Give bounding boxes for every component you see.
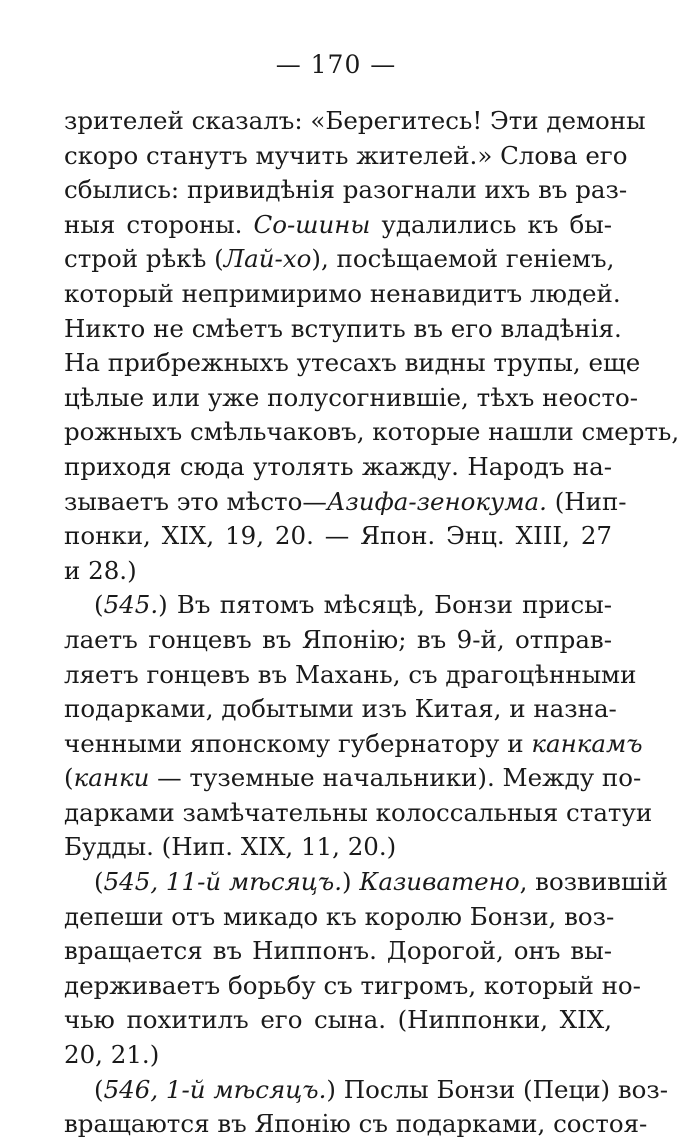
- text-line: [64, 900, 615, 935]
- text-run: Никто не смѣетъ вступить въ его владѣнія.: [64, 313, 622, 343]
- text-line: [64, 450, 612, 485]
- text-line: [64, 1003, 612, 1038]
- text-line: [64, 381, 639, 416]
- text-line: [64, 485, 627, 520]
- text-run: ляетъ гонцевъ въ Махань, съ драгоцѣнными: [64, 659, 637, 689]
- text-run: (: [94, 590, 104, 620]
- text-line: [64, 242, 615, 277]
- text-run: вращаются въ Японію съ подарками, состоя-: [64, 1109, 648, 1139]
- text-run: Будды. (Нип. XIX, 11, 20.): [64, 832, 397, 862]
- text-run: , возвившій: [519, 867, 668, 897]
- text-run: сбылись: привидѣнія разогнали ихъ въ раз-: [64, 175, 628, 205]
- text-run: ): [342, 867, 360, 897]
- text-line: [64, 623, 612, 658]
- body-text: [64, 104, 679, 1142]
- text-line: [64, 969, 641, 1004]
- text-run: цѣлые или уже полусогнившіе, тѣхъ неосто-: [64, 382, 639, 412]
- text-line: [64, 865, 668, 900]
- text-line: [64, 312, 622, 347]
- text-run: (: [64, 763, 74, 793]
- italic-text: 545.: [103, 590, 159, 620]
- text-run: (: [94, 867, 104, 897]
- text-run: ) Послы Бонзи (Пеци) воз-: [326, 1074, 669, 1104]
- text-line: [64, 139, 628, 174]
- text-line: [64, 1107, 648, 1142]
- text-run: подарками, добытыми изъ Китая, и назна-: [64, 694, 617, 724]
- text-run: На прибрежныхъ утесахъ видны трупы, еще: [64, 348, 641, 378]
- text-line: [64, 173, 628, 208]
- text-line: [64, 104, 646, 139]
- text-run: (: [94, 1074, 104, 1104]
- text-line: [64, 519, 612, 554]
- text-run: удалились къ бы-: [370, 209, 613, 239]
- text-run: ) Въ пятомъ мѣсяцѣ, Бонзи присы-: [158, 590, 612, 620]
- text-line: [64, 727, 643, 762]
- text-run: который непримиримо ненавидитъ людей.: [64, 278, 621, 308]
- text-run: чью похитилъ его сына. (Ниппонки, XIX,: [64, 1005, 612, 1035]
- text-run: рожныхъ смѣльчаковъ, которые нашли смерть,: [64, 417, 679, 447]
- text-line: [64, 658, 637, 693]
- text-run: дарками замѣчательны колоссальныя статуи: [64, 797, 653, 827]
- text-line: [64, 830, 612, 865]
- italic-text: 546, 1-й мѣсяцъ.: [103, 1074, 327, 1104]
- text-line: [64, 1073, 669, 1108]
- text-run: депеши отъ микадо къ королю Бонзи, воз-: [64, 901, 615, 931]
- text-line: [64, 1038, 612, 1073]
- text-line: [64, 346, 641, 381]
- text-run: скоро станутъ мучить жителей.» Слова его: [64, 140, 628, 170]
- italic-text: Казиватено: [359, 867, 520, 897]
- italic-text: канкамъ: [531, 728, 643, 758]
- italic-text: Азифа-зенокума.: [326, 486, 547, 516]
- text-run: ныя стороны.: [64, 209, 254, 239]
- page-number: — 170 —: [275, 50, 397, 79]
- text-run: 20, 21.): [64, 1040, 160, 1070]
- text-run: приходя сюда утолять жажду. Народъ на-: [64, 451, 612, 481]
- text-run: и 28.): [64, 555, 137, 585]
- italic-text: Со-шины: [253, 209, 371, 239]
- text-run: ), посѣщаемой геніемъ,: [311, 244, 615, 274]
- text-run: зываетъ это мѣсто—: [64, 486, 327, 516]
- italic-text: канки: [73, 763, 150, 793]
- text-line: [64, 415, 679, 450]
- text-run: лаетъ гонцевъ въ Японію; въ 9-й, отправ-: [64, 624, 612, 654]
- text-run: понки, XIX, 19, 20. — Япон. Энц. XIII, 27: [64, 521, 612, 551]
- text-line: [64, 588, 612, 623]
- text-run: держиваетъ борьбу съ тигромъ, который но-: [64, 970, 641, 1000]
- text-run: зрителей сказалъ: «Берегитесь! Эти демоны: [64, 106, 646, 135]
- text-line: [64, 934, 612, 969]
- text-line: [64, 277, 621, 312]
- text-run: вращается въ Ниппонъ. Дорогой, онъ вы-: [64, 936, 612, 966]
- text-line: [64, 554, 612, 589]
- text-run: — туземные начальники). Между по-: [149, 763, 642, 793]
- text-line: [64, 761, 642, 796]
- text-run: ченными японскому губернатору и: [64, 728, 532, 758]
- italic-text: Лай-хо: [223, 244, 312, 274]
- text-run: строй рѣкѣ (: [64, 244, 224, 274]
- text-line: [64, 796, 653, 831]
- text-run: (Нип-: [546, 486, 627, 516]
- text-line: [64, 208, 612, 243]
- italic-text: 545, 11-й мѣсяцъ.: [103, 867, 343, 897]
- text-line: [64, 692, 617, 727]
